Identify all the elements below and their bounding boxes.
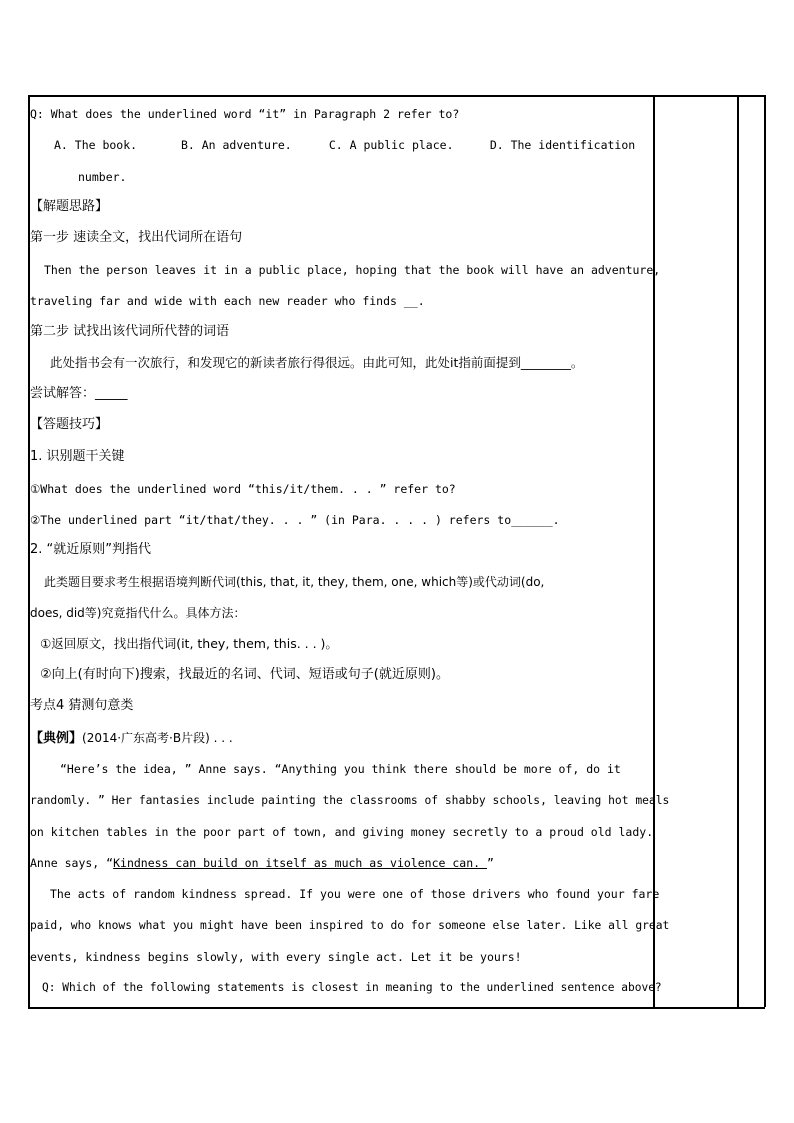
tip-2-method-1: ①返回原文，找出指代词(it, they, them, this. . . )。 — [40, 636, 338, 651]
step-1-text-line-2: traveling far and wide with each new reader who finds __. — [30, 294, 425, 308]
step-1-title: 第一步 速读全文，找出代词所在语句 — [30, 230, 243, 245]
para-1-line-4-prefix: Anne says, “ — [30, 856, 114, 870]
passage-para-1-line-2: randomly. ” Her fantasies include painting the classrooms of shabby schools, leaving hot meals — [30, 794, 670, 807]
table-divider-1 — [653, 95, 655, 1007]
tip-2-title: 2. “就近原则”判指代 — [30, 542, 152, 557]
option-b: B. An adventure. — [180, 138, 292, 152]
para-1-line-4-suffix: ” — [486, 856, 494, 870]
passage-para-2-line-1: The acts of random kindness spread. If you were one of those drivers who found your fare — [50, 887, 660, 901]
example-label: 【典例】 — [30, 731, 83, 746]
section-heading-dati: 【答题技巧】 — [30, 417, 109, 432]
try-answer: 尝试解答：_____ — [30, 386, 128, 401]
step-1-text-line-1: Then the person leaves it in a public place, hoping that the book will have an adventure, — [44, 263, 661, 277]
table-border-right — [764, 95, 766, 1007]
example-source: (2014·广东高考·B片段) . . . — [82, 731, 233, 745]
section-heading-jieti: 【解题思路】 — [30, 199, 109, 214]
tip-1-example-a: ①What does the underlined word “this/it/them. . . ” refer to? — [30, 482, 456, 496]
question-1-options — [54, 137, 635, 153]
tip-2-text-line-2: does, did等)究竟指代什么。具体方法： — [30, 606, 246, 620]
example-heading — [30, 730, 233, 747]
question-1-stem: Q: What does the underlined word “it” in Paragraph 2 refer to? — [30, 107, 460, 121]
tip-1-example-b: ②The underlined part “it/that/they. . . ” (in Para. . . . ) refers to______. — [30, 513, 560, 527]
tip-2-method-2: ②向上(有时向下)搜索，找最近的名词、代词、短语或句子(就近原则)。 — [40, 667, 449, 682]
option-d-continued: number. — [78, 170, 127, 184]
passage-para-2-line-3: events, kindness begins slowly, with every single act. Let it be yours! — [30, 950, 522, 964]
passage-para-1-line-1: “Here’s the idea, ” Anne says. “Anything you think there should be more of, do it — [60, 762, 621, 776]
question-2-stem: Q: Which of the following statements is closest in meaning to the underlined sentence above? — [42, 981, 662, 994]
option-a: A. The book. — [54, 138, 138, 152]
passage-para-1-line-4 — [30, 855, 494, 871]
passage-para-1-line-3: on kitchen tables in the poor part of town, and giving money secretly to a proud old lady. — [30, 825, 654, 839]
step-2-title: 第二步 试找出该代词所代替的词语 — [30, 324, 230, 339]
option-c: C. A public place. — [328, 138, 454, 152]
underlined-sentence: Kindness can build on itself as much as violence can. — [113, 856, 487, 870]
step-2-text: 此处指书会有一次旅行，和发现它的新读者旅行得很远。由此可知，此处it指前面提到________。 — [50, 355, 584, 370]
tip-1-title: 1. 识别题干关键 — [30, 449, 125, 464]
tip-2-text-line-1: 此类题目要求考生根据语境判断代词(this, that, it, they, them, one, which等)或代动词(do, — [44, 575, 545, 589]
kaodian-4-heading: 考点4 猜测句意类 — [30, 698, 134, 713]
table-divider-2 — [737, 95, 739, 1007]
passage-para-2-line-2: paid, who knows what you might have been inspired to do for someone else later. Like all great — [30, 919, 670, 932]
option-d: D. The identification — [489, 138, 636, 152]
